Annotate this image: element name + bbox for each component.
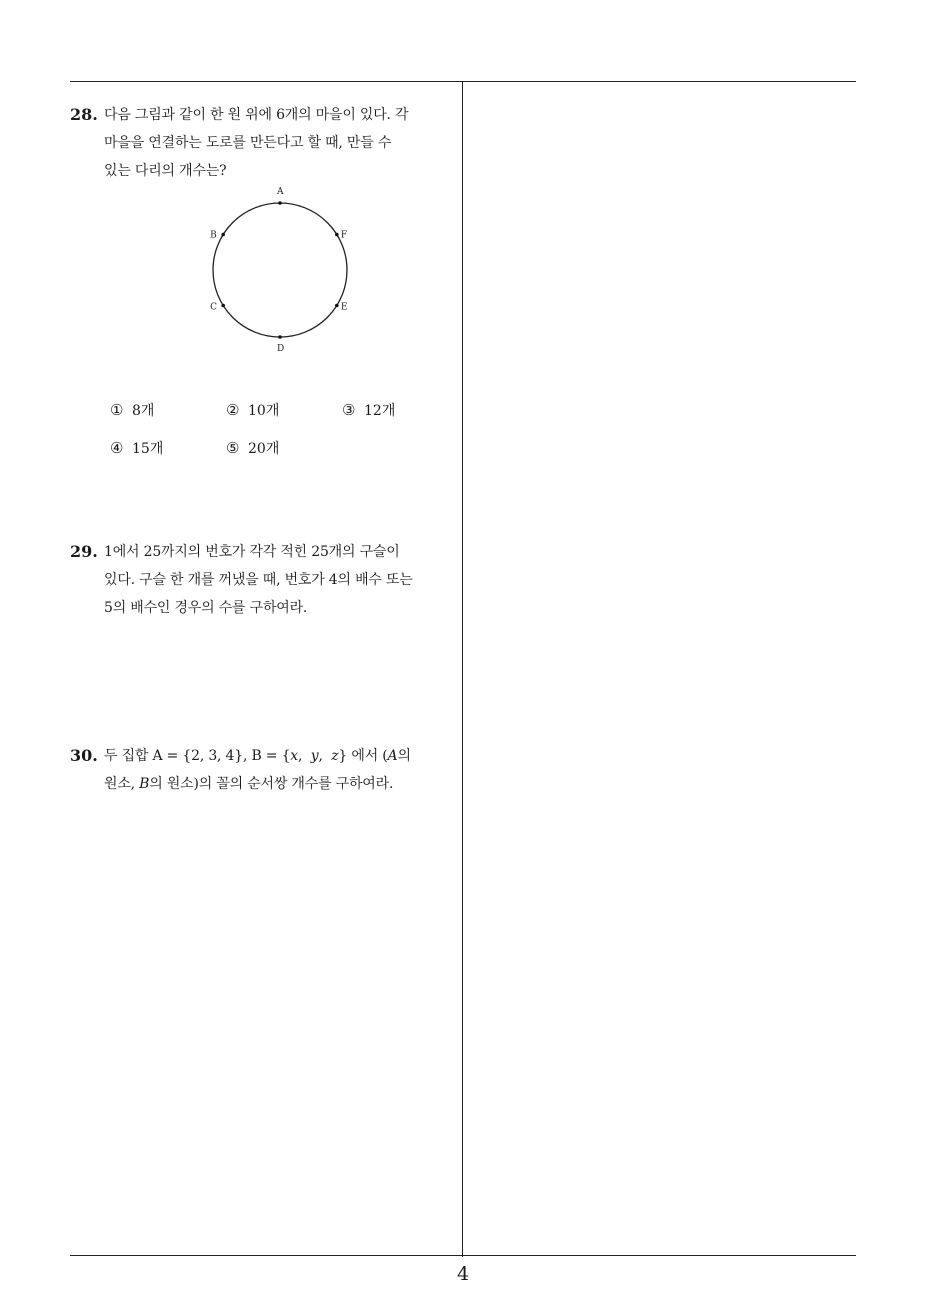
- math-var-x: x: [290, 748, 298, 764]
- top-rule: [70, 81, 856, 82]
- question-text: [104, 742, 455, 798]
- village-point-b: [221, 233, 225, 237]
- text-segment: 의: [397, 748, 411, 764]
- question-line: 있다. 구슬 한 개를 꺼냈을 때, 번호가 4의 배수 또는: [104, 572, 413, 588]
- choice-mark: ②: [226, 401, 240, 419]
- question-line: 마을을 연결하는 도로를 만든다고 할 때, 만들 수: [104, 135, 392, 151]
- choice-5[interactable]: [226, 438, 279, 458]
- text-segment: } 에서 (: [338, 748, 388, 764]
- choice-row-1: [110, 400, 450, 420]
- bottom-rule: [70, 1255, 856, 1256]
- choice-3[interactable]: [342, 400, 395, 420]
- choice-text: 15개: [132, 441, 164, 457]
- choice-mark: ⑤: [226, 439, 240, 457]
- choice-mark: ①: [110, 401, 124, 419]
- point-label-a: A: [277, 187, 284, 197]
- village-point-d: [278, 335, 282, 339]
- choice-2[interactable]: [226, 400, 279, 420]
- question-line: 다음 그림과 같이 한 원 위에 6개의 마을이 있다. 각: [104, 107, 409, 123]
- question-30: [70, 742, 455, 798]
- question-number: 29.: [70, 542, 98, 561]
- choice-row-2: [110, 438, 450, 458]
- choice-mark: ④: [110, 439, 124, 457]
- point-label-b: B: [210, 230, 217, 241]
- circle: [213, 203, 347, 337]
- question-line: 5의 배수인 경우의 수를 구하여라.: [104, 600, 308, 616]
- point-label-f: F: [340, 230, 348, 241]
- point-label-c: C: [210, 302, 218, 313]
- choice-text: 12개: [364, 403, 396, 419]
- choice-text: 10개: [248, 403, 280, 419]
- village-point-f: [335, 233, 339, 237]
- question-text: [104, 538, 455, 622]
- choice-text: 20개: [248, 441, 280, 457]
- choice-mark: ③: [342, 401, 356, 419]
- question-line: 1에서 25까지의 번호가 각각 적힌 25개의 구슬이: [104, 544, 400, 560]
- choice-4[interactable]: [110, 438, 163, 458]
- question-line: 있는 다리의 개수는?: [104, 163, 227, 179]
- choice-1[interactable]: [110, 400, 154, 420]
- village-point-a: [278, 201, 282, 205]
- question-line: [104, 770, 455, 798]
- set-definition-text: 두 집합 A = {2, 3, 4}, B = {: [104, 748, 291, 764]
- circle-diagram: [196, 184, 366, 354]
- choice-text: 8개: [132, 403, 155, 419]
- question-number: 30.: [70, 746, 98, 765]
- point-label-e: E: [340, 302, 348, 313]
- circle-villages-figure: [196, 184, 366, 354]
- question-28: [70, 101, 455, 185]
- math-var-y: y: [310, 748, 319, 764]
- column-divider: [462, 82, 463, 1257]
- question-29: [70, 538, 455, 622]
- question-line: 두 집합 A = {2, 3, 4}, B = {x, y, z} 에서 (A의: [104, 748, 411, 764]
- math-var-z: z: [331, 748, 339, 764]
- question-number: 28.: [70, 105, 98, 124]
- math-var-B: B: [139, 776, 150, 792]
- question-text: [104, 101, 455, 185]
- text-segment: 원소,: [104, 776, 140, 792]
- text-segment: 의 원소)의 꼴의 순서쌍 개수를 구하여라.: [149, 776, 394, 792]
- math-var-A: A: [387, 748, 398, 764]
- village-point-e: [335, 304, 339, 308]
- point-label-d: D: [277, 344, 285, 354]
- page-number: 4: [456, 1263, 470, 1285]
- village-point-c: [221, 304, 225, 308]
